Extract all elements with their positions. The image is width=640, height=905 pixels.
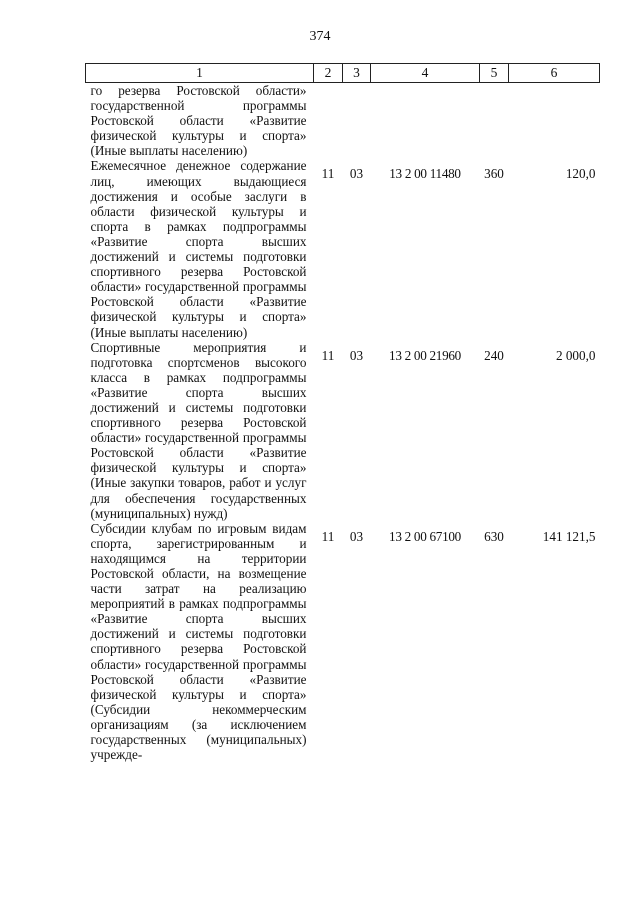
column-header-6: 6	[509, 64, 600, 83]
table-row	[86, 83, 600, 159]
column-header-4: 4	[371, 64, 480, 83]
row-section: 11	[321, 528, 335, 544]
row-subsection	[343, 83, 371, 159]
row-subsection: 03	[349, 528, 364, 544]
row-expense-type	[480, 83, 509, 159]
row-target-code: 13 2 00 21960	[389, 347, 461, 363]
column-header-3: 3	[343, 64, 371, 83]
row-amount: 2 000,0	[555, 347, 596, 363]
row-expense-type: 630	[484, 528, 504, 544]
row-description: Субсидии клубам по игровым видам спорта, зарегистрированным и находящимся на территории Ростовской области, на возмещение части затрат на реализацию мероприятий в рамках подпрограммы «Развитие спорта высших достижений и системы подготовки спортивного резерва Ростовской области» государственной программы Ростовской области «Развитие физической культуры и спорта» (Субсидии некоммерческим организациям (за исключением государственных (муниципальных) учрежде-	[90, 520, 307, 763]
column-header-2: 2	[314, 64, 343, 83]
row-section: 11	[321, 166, 335, 182]
row-section	[314, 83, 343, 159]
row-subsection: 03	[349, 347, 364, 363]
budget-table	[85, 63, 600, 762]
row-target-code: 13 2 00 11480	[389, 166, 461, 182]
table-header-row	[86, 64, 600, 83]
row-expense-type: 240	[484, 347, 504, 363]
row-amount: 141 121,5	[542, 528, 596, 544]
row-description: Ежемесячное денежное содержание лиц, имеющих выдающиеся достижения и особые заслуги в области физической культуры и спорта в рамках подпрограммы «Развитие спорта высших достижений и системы подготовки спортивного резерва Ростовской области» государственной программы Ростовской области «Развитие физической культуры и спорта» (Иные выплаты населению)	[90, 158, 307, 340]
table-row	[86, 521, 600, 763]
row-target-code	[371, 83, 480, 159]
table-row	[86, 340, 600, 521]
table-row	[86, 158, 600, 339]
row-amount	[509, 83, 600, 159]
page-number: 374	[309, 29, 331, 44]
row-amount: 120,0	[565, 166, 596, 182]
row-subsection: 03	[349, 166, 364, 182]
column-header-5: 5	[480, 64, 509, 83]
row-target-code: 13 2 00 67100	[389, 528, 461, 544]
row-section: 11	[321, 347, 335, 363]
row-expense-type: 360	[484, 166, 504, 182]
row-description: го резерва Ростовской области» государственной программы Ростовской области «Развитие физической культуры и спорта» (Иные выплаты населению)	[90, 83, 307, 159]
row-description: Спортивные мероприятия и подготовка спортсменов высокого класса в рамках подпрограммы «Развитие спорта высших достижений и системы подготовки спортивного резерва Ростовской области» государственной программы Ростовской области «Развитие физической культуры и спорта» (Иные закупки товаров, работ и услуг для обеспечения государственных (муниципальных) нужд)	[90, 339, 307, 521]
column-header-1: 1	[86, 64, 314, 83]
